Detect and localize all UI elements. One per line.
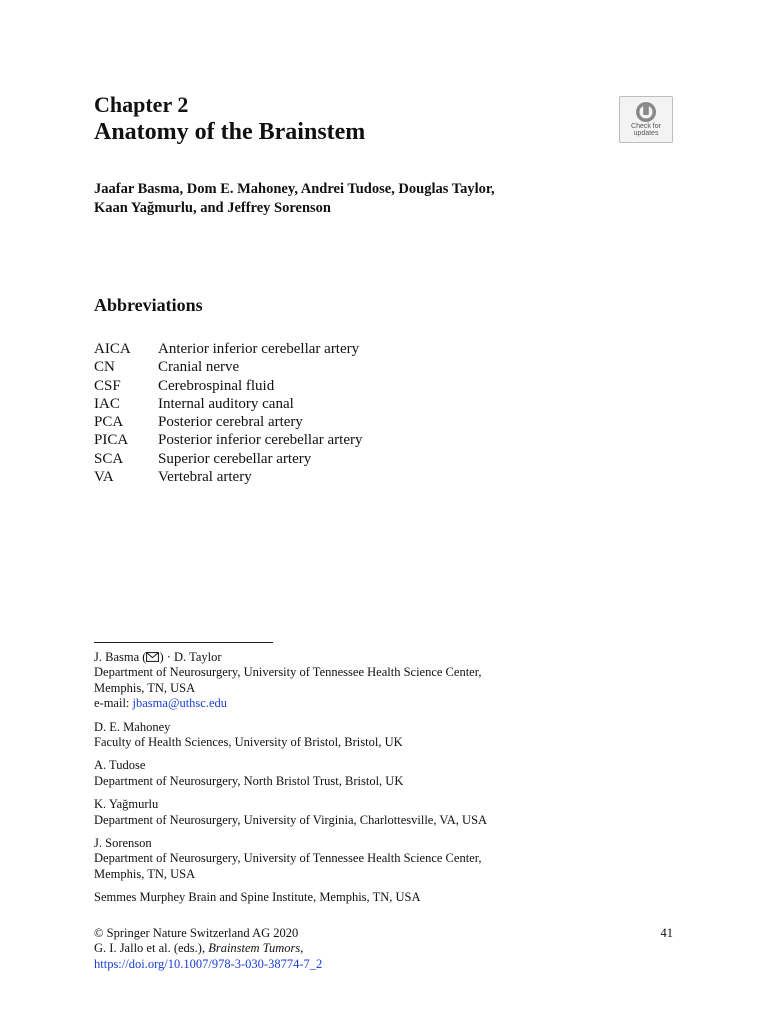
chapter-label: Chapter 2 [94, 92, 189, 117]
author-list [94, 180, 614, 218]
abbreviation-row [94, 468, 362, 486]
abbreviation-definition: Cranial nerve [158, 359, 240, 376]
abbreviation-row [94, 395, 362, 413]
author-name-taylor: ) · D. Taylor [159, 650, 222, 664]
book-title: Brainstem Tumors [208, 941, 301, 956]
abbreviation-row [94, 450, 362, 468]
affiliation-name: K. Yağmurlu [94, 797, 159, 812]
affiliation-dept: Department of Neurosurgery, University of Tennessee Health Science Center, [94, 851, 482, 866]
affiliation-city: Memphis, TN, USA [94, 680, 196, 695]
affiliation-mahoney [94, 720, 694, 751]
author-name-basma: J. Basma ( [94, 650, 147, 664]
affiliation-yagmurlu [94, 797, 694, 828]
affiliation-tudose [94, 758, 694, 789]
affiliation-semmes: Semmes Murphey Brain and Spine Institute, Memphis, TN, USA [94, 890, 421, 905]
author-line-1: Jaafar Basma, Dom E. Mahoney, Andrei Tudose, Douglas Taylor, [94, 181, 495, 197]
abbreviation-definition: Anterior inferior cerebellar artery [158, 341, 360, 357]
book-citation [94, 941, 322, 956]
abbreviation-term: AICA [94, 341, 131, 357]
affiliations [94, 650, 694, 914]
affiliation-name: J. Sorenson [94, 836, 152, 851]
footer-citation [94, 926, 322, 972]
abbreviation-row [94, 340, 362, 358]
affiliation-dept: Department of Neurosurgery, University of Virginia, Charlottesville, VA, USA [94, 812, 488, 827]
citation-prefix: G. I. Jallo et al. (eds.), [94, 941, 209, 956]
chapter-title: Anatomy of the Brainstem [94, 119, 366, 145]
abbreviation-row [94, 377, 362, 395]
badge-line-2: updates [633, 130, 659, 137]
abbreviation-definition: Internal auditory canal [158, 395, 294, 412]
abbreviation-term: PICA [94, 432, 129, 449]
email-link[interactable]: jbasma@uthsc.edu [132, 696, 228, 711]
abbreviation-term: SCA [94, 450, 124, 467]
abbreviations-list [94, 340, 362, 486]
abbreviation-term: CN [94, 359, 115, 376]
abbreviation-row [94, 413, 362, 431]
affiliation-sorenson [94, 836, 694, 882]
abbreviation-term: IAC [94, 395, 120, 412]
badge-line-1: Check for [631, 123, 661, 130]
footnote-divider [94, 642, 273, 643]
page-number: 41 [660, 926, 673, 940]
abbreviation-definition: Vertebral artery [158, 469, 252, 486]
affiliation-dept: Faculty of Health Sciences, University of Bristol, Bristol, UK [94, 735, 403, 750]
affiliation-city: Memphis, TN, USA [94, 866, 196, 881]
affiliation-dept: Department of Neurosurgery, University of Tennessee Health Science Center, [94, 665, 482, 680]
abbreviation-definition: Cerebrospinal fluid [158, 377, 275, 394]
affiliation-name: A. Tudose [94, 758, 146, 773]
doi-link[interactable]: https://doi.org/10.1007/978-3-030-38774-7_2 [94, 956, 323, 971]
abbreviation-row [94, 358, 362, 376]
abbreviation-term: PCA [94, 414, 124, 431]
citation-suffix: , [300, 941, 304, 956]
affiliation-name: D. E. Mahoney [94, 719, 171, 734]
abbreviation-term: CSF [94, 377, 121, 394]
abbreviation-definition: Posterior inferior cerebellar artery [158, 432, 363, 449]
check-for-updates-badge[interactable] [619, 96, 673, 143]
affiliation-dept: Department of Neurosurgery, North Bristol Trust, Bristol, UK [94, 773, 404, 788]
author-line-2: Kaan Yağmurlu, and Jeffrey Sorenson [94, 200, 331, 216]
check-updates-icon [635, 101, 657, 123]
email-label: e-mail: [94, 696, 133, 711]
abbreviation-term: VA [94, 469, 114, 486]
abbreviation-definition: Superior cerebellar artery [158, 450, 312, 467]
envelope-icon [146, 652, 159, 662]
abbreviation-definition: Posterior cerebral artery [158, 414, 303, 431]
copyright: © Springer Nature Switzerland AG 2020 [94, 926, 299, 940]
affiliation-email [94, 696, 694, 711]
abbreviations-heading: Abbreviations [94, 295, 203, 315]
affiliation-basma-taylor [94, 650, 694, 712]
abbreviation-row [94, 431, 362, 449]
affiliation-names [94, 650, 694, 665]
